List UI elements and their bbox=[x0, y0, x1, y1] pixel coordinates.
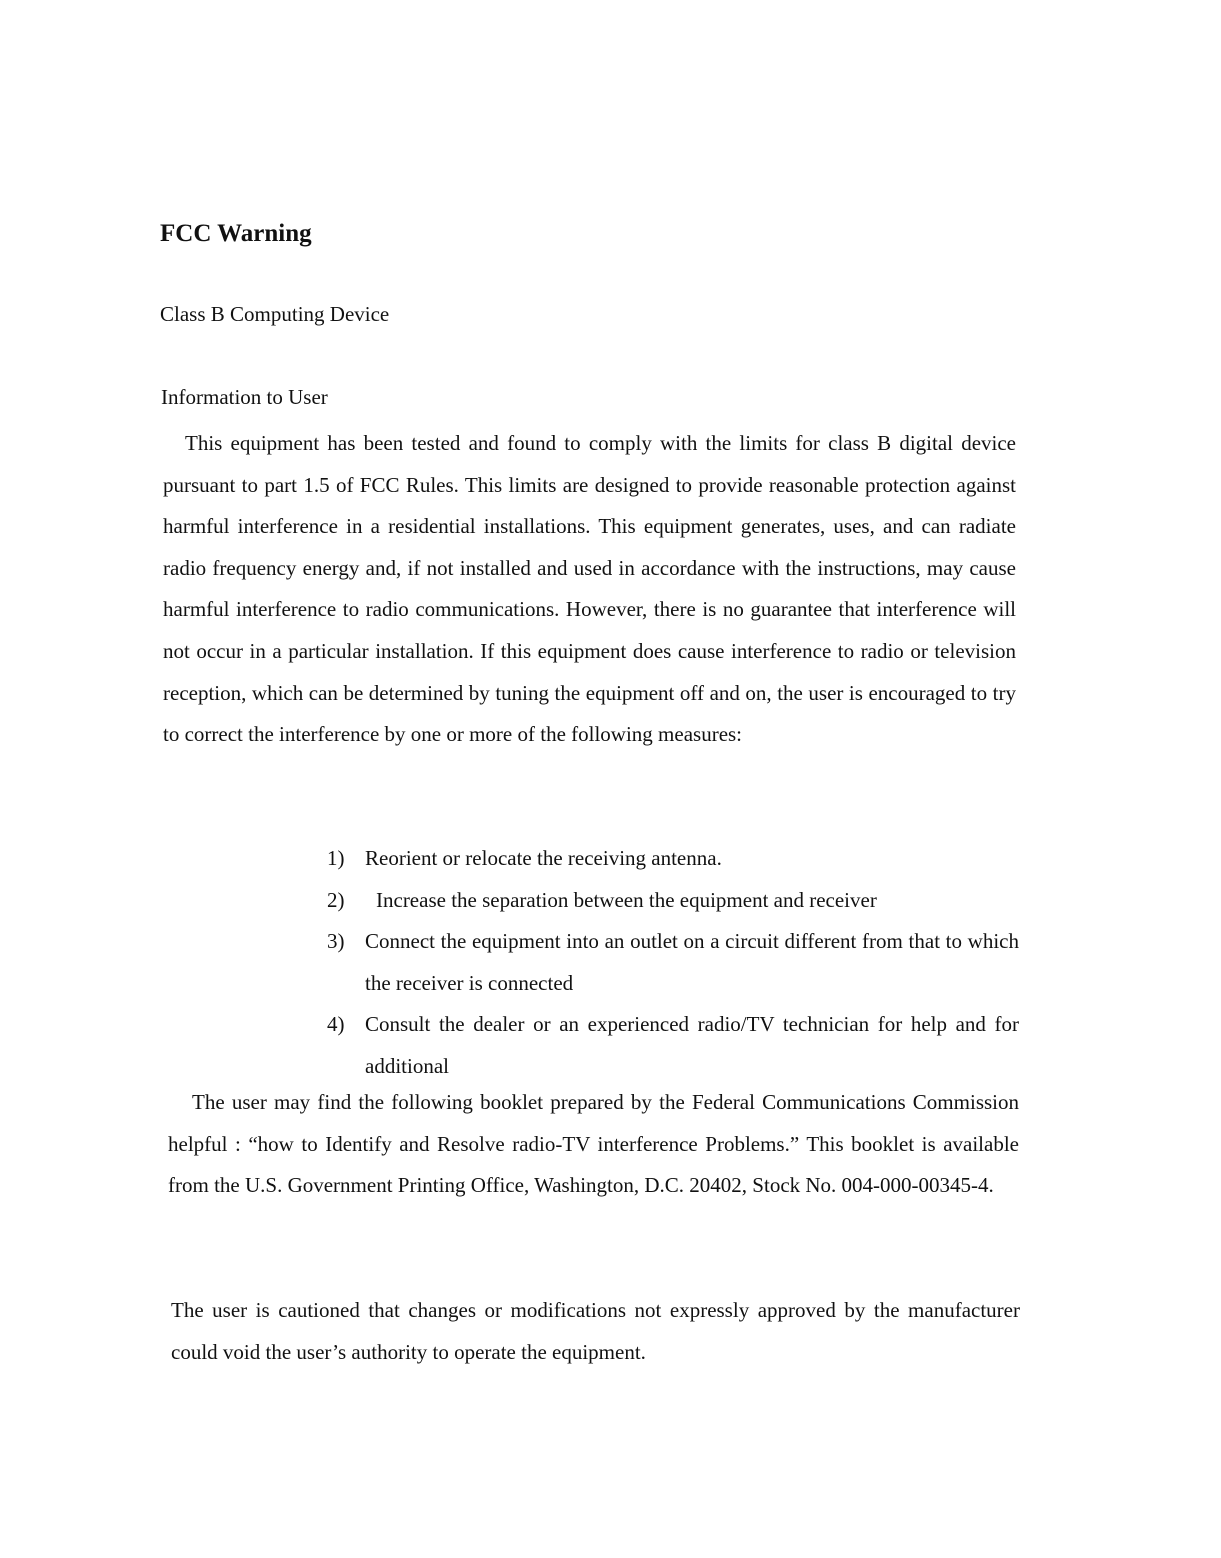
compliance-paragraph: This equipment has been tested and found to comply with the limits for class B digital device pursuant to part 1.5 of FCC Rules. This limits are designed to provide reasonable protection against harmful interference in a residential installations. This equipment generates, uses, and can radiate radio frequency energy and, if not installed and used in accordance with the instructions, may cause harmful interference to radio communications. However, there is no guarantee that interference will not occur in a particular installation. If this equipment does cause interference to radio or television reception, which can be determined by tuning the equipment off and on, the user is encouraged to try to correct the interference by one or more of the following measures: bbox=[163, 431, 1016, 747]
list-item bbox=[327, 838, 1019, 880]
caution-paragraph: The user is cautioned that changes or modifications not expressly approved by the manufacturer could void the user’s authority to operate the equipment. bbox=[171, 1298, 1020, 1364]
list-item-text: Consult the dealer or an experienced radio/TV technician for help and for additional bbox=[365, 1012, 1019, 1078]
list-item-text: Reorient or relocate the receiving antenna. bbox=[365, 846, 722, 870]
list-item-text: Increase the separation between the equipment and receiver bbox=[376, 887, 877, 912]
device-class-subtitle: Class B Computing Device bbox=[160, 302, 390, 326]
list-item-number: 2) bbox=[327, 887, 345, 912]
measures-list bbox=[327, 838, 1019, 1088]
list-item-text: Connect the equipment into an outlet on a circuit different from that to which the receiver is connected bbox=[365, 929, 1019, 995]
list-item-number: 1) bbox=[327, 846, 345, 870]
list-item bbox=[327, 1004, 1019, 1087]
booklet-paragraph: The user may find the following booklet prepared by the Federal Communications Commission helpful : “how to Identify and Resolve radio-TV interference Problems.” This booklet is available from the U.S. Government Printing Office, Washington, D.C. 20402, Stock No. 004-000-00345-4. bbox=[168, 1090, 1019, 1198]
list-item bbox=[327, 921, 1019, 1004]
information-heading: Information to User bbox=[161, 385, 328, 409]
list-item bbox=[327, 880, 1019, 922]
list-item-number: 4) bbox=[327, 1012, 345, 1037]
list-item-number: 3) bbox=[327, 929, 345, 954]
page-title: FCC Warning bbox=[160, 220, 312, 247]
